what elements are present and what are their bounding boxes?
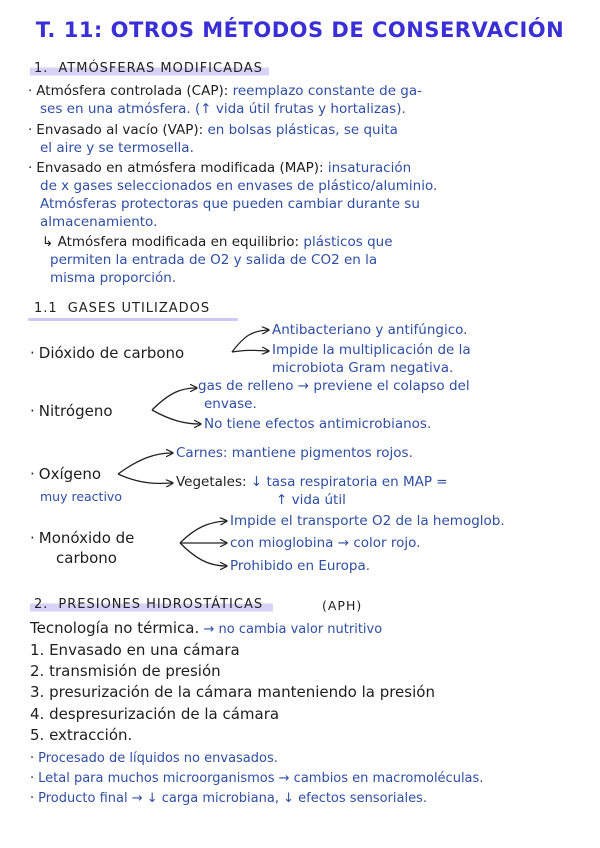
- aph-intro: [30, 620, 382, 638]
- co-branch-2: con mioglobina → color rojo.: [230, 535, 421, 551]
- gas-n2-label: Nitrógeno: [38, 402, 113, 420]
- o2-arrow-up: [118, 453, 172, 474]
- gas-co2-label: Dióxido de carbono: [38, 344, 185, 362]
- map-def-3: Atmósferas protectoras que pueden cambiar durante su: [40, 196, 420, 212]
- co2-arrow-up: [232, 330, 268, 352]
- equilibrium-def-2: permiten la entrada de O2 y salida de CO2 en la: [50, 252, 378, 268]
- equilibrium-item: [42, 234, 393, 251]
- map-item: · Envasado en atmósfera modificada (MAP): insaturación: [28, 160, 412, 176]
- aph-step-1: 1. Envasado en una cámara: [30, 641, 240, 659]
- vap-item: · Envasado al vacío (VAP): en bolsas plásticas, se quita: [28, 122, 398, 138]
- section-2-number: 2.: [34, 597, 49, 612]
- n2-arrow-up: [152, 388, 196, 410]
- cap-item: · Atmósfera controlada (CAP): reemplazo constante de ga-: [28, 83, 423, 99]
- equilibrium-term: ↳ Atmósfera modificada en equilibrio:: [42, 234, 300, 250]
- page-title: T. 11: OTROS MÉTODOS DE CONSERVACIÓN: [35, 18, 565, 42]
- o2-branch-2-text: ↓ tasa respiratoria en MAP =: [250, 474, 448, 490]
- aph-note-1-text: Procesado de líquidos no envasados.: [38, 751, 278, 766]
- aph-note-2: · Letal para muchos microorganismos → cambios en macromoléculas.: [30, 771, 484, 786]
- section-1-1-number: 1.1: [34, 301, 58, 316]
- aph-note-2-text: Letal para muchos microorganismos → cambios en macromoléculas.: [38, 771, 484, 786]
- section-1-title: ATMÓSFERAS MODIFICADAS: [58, 61, 263, 76]
- equilibrium-def-3: misma proporción.: [50, 270, 177, 286]
- aph-intro-term: Tecnología no térmica.: [30, 619, 200, 637]
- co-arrow-1: [180, 521, 226, 543]
- gas-n2: · Nitrógeno: [30, 402, 113, 420]
- aph-note-1: · Procesado de líquidos no envasados.: [30, 751, 278, 766]
- o2-branch-1-text: Carnes: mantiene pigmentos rojos.: [176, 445, 413, 461]
- co-branch-1: Impide el transporte O2 de la hemoglob.: [230, 513, 505, 529]
- co-arrow-3: [180, 543, 226, 566]
- section-1-1-heading: [30, 300, 216, 317]
- gas-co2: · Dióxido de carbono: [30, 344, 185, 362]
- section-2-title: PRESIONES HIDROSTÁTICAS: [58, 597, 264, 612]
- equilibrium-def-1: plásticos que: [303, 234, 393, 250]
- gas-o2: · Oxígeno: [30, 465, 102, 483]
- vap-def-1: en bolsas plásticas, se quita: [207, 122, 398, 138]
- aph-note-3: · Producto final → ↓ carga microbiana, ↓ efectos sensoriales.: [30, 791, 427, 806]
- co2-arrow-down: [232, 350, 268, 352]
- aph-intro-note: → no cambia valor nutritivo: [203, 622, 383, 637]
- section-1-number: 1.: [34, 61, 49, 76]
- n2-arrow-down: [152, 410, 200, 424]
- gas-co: · Monóxido de: [30, 529, 135, 547]
- n2-branch-2: No tiene efectos antimicrobianos.: [204, 416, 432, 432]
- co2-branch-2b: microbiota Gram negativa.: [272, 360, 454, 376]
- map-def-1: insaturación: [327, 160, 412, 176]
- o2-branch-2b: ↑ vida útil: [276, 492, 346, 508]
- co2-branch-1: Antibacteriano y antifúngico.: [272, 322, 468, 338]
- cap-def-2: ses en una atmósfera. (↑ vida útil frutas y hortalizas).: [40, 101, 406, 117]
- co-branch-3: Prohibido en Europa.: [230, 558, 371, 574]
- vap-term: Envasado al vacío (VAP):: [36, 122, 204, 138]
- o2-note: muy reactivo: [40, 489, 122, 504]
- n2-branch-1a: gas de relleno → previene el colapso del: [198, 378, 470, 394]
- section-1-1-title: GASES UTILIZADOS: [67, 301, 211, 316]
- section-1-1-underline: [28, 318, 238, 321]
- section-1-heading: [30, 60, 269, 77]
- gas-co-label-2: carbono: [56, 549, 117, 567]
- section-2-abbr: (APH): [322, 598, 363, 613]
- map-def-4: almacenamiento.: [40, 214, 158, 230]
- cap-term: Atmósfera controlada (CAP):: [36, 83, 229, 99]
- gas-co-label-1: Monóxido de: [38, 529, 135, 547]
- aph-step-2: 2. transmisión de presión: [30, 662, 221, 680]
- o2-branch-2: [176, 474, 448, 491]
- map-def-2: de x gases seleccionados en envases de plástico/aluminio.: [40, 178, 438, 194]
- n2-branch-1b: envase.: [204, 396, 257, 412]
- aph-step-5: 5. extracción.: [30, 726, 133, 744]
- co2-branch-2a: Impide la multiplicación de la: [272, 342, 471, 358]
- o2-branch-2-label: Vegetales:: [176, 474, 247, 490]
- o2-arrow-down: [118, 474, 172, 483]
- gas-o2-label: Oxígeno: [38, 465, 102, 483]
- vap-def-2: el aire y se termosella.: [40, 140, 194, 156]
- aph-step-3: 3. presurización de la cámara manteniendo la presión: [30, 683, 435, 701]
- aph-note-3-text: Producto final → ↓ carga microbiana, ↓ efectos sensoriales.: [38, 791, 427, 806]
- map-term: Envasado en atmósfera modificada (MAP):: [36, 160, 324, 176]
- cap-def-1: reemplazo constante de ga-: [232, 83, 423, 99]
- aph-step-4: 4. despresurización de la cámara: [30, 705, 280, 723]
- section-2-heading: [30, 596, 273, 613]
